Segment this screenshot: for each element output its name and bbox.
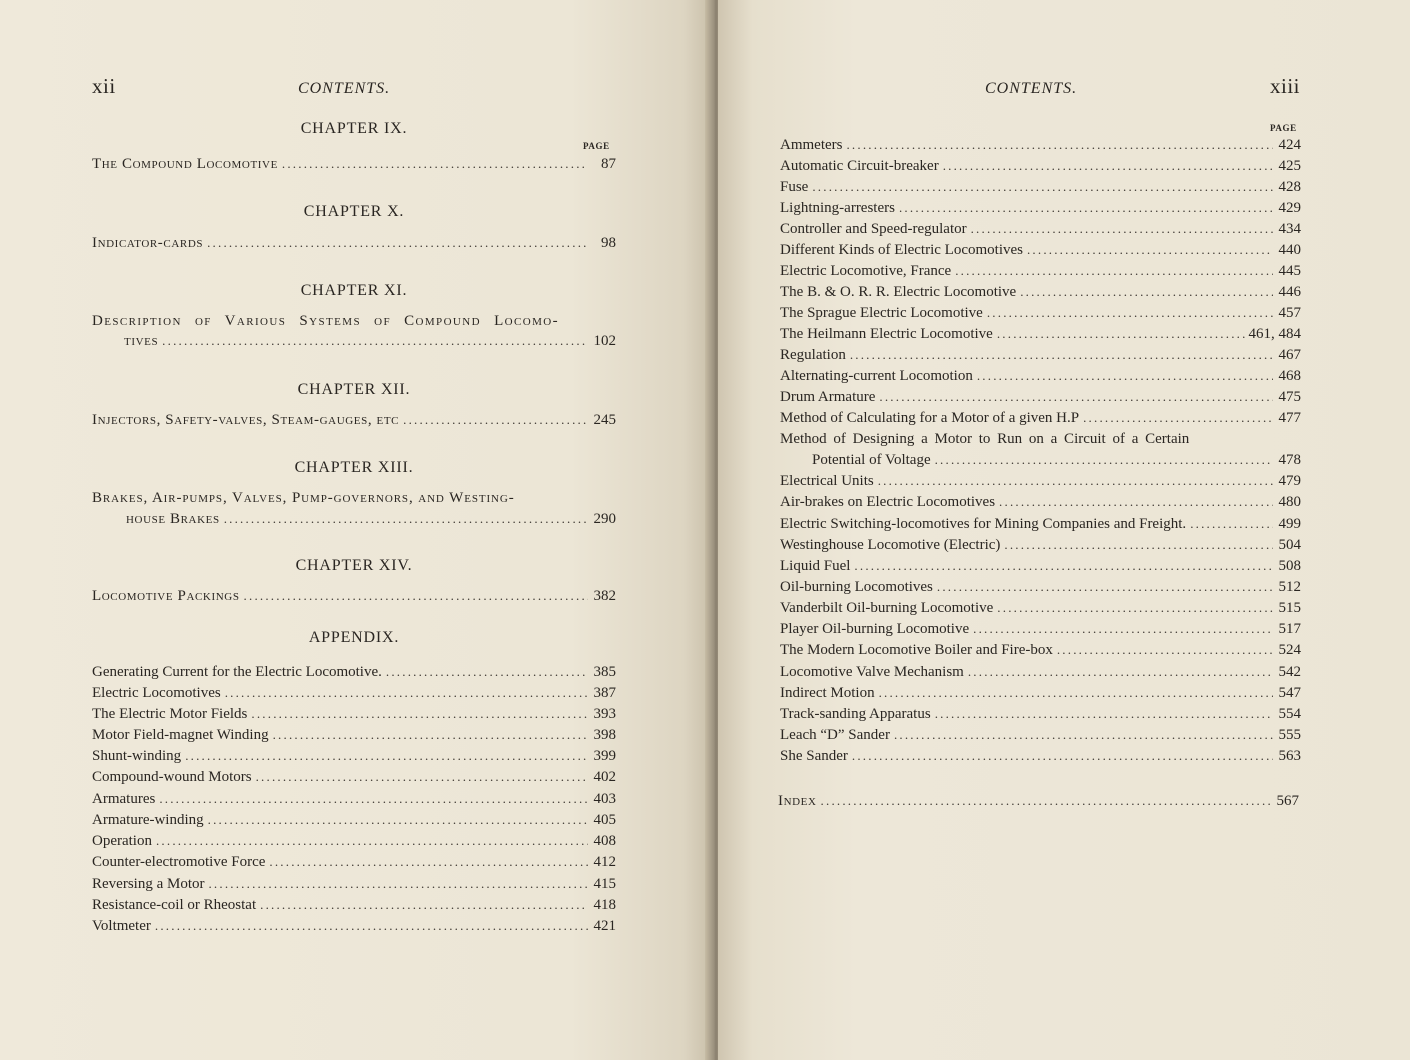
leader-dots: [968, 662, 1273, 682]
entry-page: 567: [1276, 793, 1299, 809]
entry-title: Controller and Speed-regulator: [780, 221, 967, 237]
entry-title: Lightning-arresters: [780, 200, 895, 216]
entry-page: 508: [1278, 558, 1301, 574]
leader-dots: [821, 791, 1271, 811]
toc-entry: [780, 725, 1301, 745]
appendix-heading: APPENDIX.: [308, 629, 400, 646]
toc-entry: [92, 704, 616, 724]
toc-entry: [780, 303, 1301, 323]
entry-page: 403: [593, 791, 616, 807]
entry-title: The Heilmann Electric Locomotive: [780, 326, 993, 342]
entry-title: Reversing a Motor: [92, 876, 205, 892]
leader-dots: [977, 366, 1273, 386]
leader-dots: [935, 450, 1273, 470]
entry-page: 445: [1278, 263, 1301, 279]
toc-entry: [780, 683, 1301, 703]
entry-page: 393: [593, 706, 616, 722]
entry-page: 412: [593, 854, 616, 870]
leader-dots: [273, 725, 588, 745]
page-column-label: PAGE: [583, 141, 610, 151]
toc-entry: [780, 156, 1301, 176]
toc-entry: [780, 408, 1301, 428]
entry-page: 408: [593, 833, 616, 849]
leader-dots: [1004, 535, 1273, 555]
entry-title-line2: house Brakes: [126, 511, 220, 527]
leader-dots: [225, 683, 588, 703]
entry-title: Electric Locomotives: [92, 685, 221, 701]
entry-page: 421: [593, 918, 616, 934]
leader-dots: [159, 789, 588, 809]
entry-title: Player Oil-burning Locomotive: [780, 621, 970, 637]
entry-page: 467: [1278, 347, 1301, 363]
leader-dots: [1027, 240, 1273, 260]
leader-dots: [260, 895, 588, 915]
chapter-heading: CHAPTER IX.: [300, 120, 408, 137]
entry-page: 446: [1278, 284, 1301, 300]
toc-entry: [780, 492, 1301, 512]
entry-title: Ammeters: [780, 137, 843, 153]
leader-dots: [971, 219, 1273, 239]
entry-title: Electric Switching-locomotives for Mining Companies and Freight.: [780, 516, 1187, 532]
entry-title: Index: [778, 793, 817, 809]
entry-page: 524: [1278, 642, 1301, 658]
toc-entry: [780, 282, 1301, 302]
toc-entry: [780, 619, 1301, 639]
entry-page: 87: [601, 156, 616, 172]
entry-title: Locomotive Packings: [92, 588, 240, 604]
right-folio: xiii: [1270, 74, 1301, 98]
toc-entry: [780, 746, 1301, 766]
entry-page: 499: [1278, 516, 1301, 532]
entry-title: Leach “D” Sander: [780, 727, 890, 743]
toc-entry: [780, 640, 1301, 660]
leader-dots: [935, 704, 1273, 724]
leader-dots: [987, 303, 1273, 323]
leader-dots: [208, 810, 588, 830]
toc-entry: [780, 598, 1301, 618]
entry-title: Liquid Fuel: [780, 558, 851, 574]
leader-dots: [973, 619, 1273, 639]
entry-title: Automatic Circuit-breaker: [780, 158, 939, 174]
leader-dots: [156, 831, 588, 851]
leader-dots: [282, 154, 588, 174]
entry-title: Indicator-cards: [92, 235, 204, 251]
entry-title: Counter-electromotive Force: [92, 854, 266, 870]
entry-page: 290: [593, 511, 616, 527]
toc-entry: [92, 789, 616, 809]
toc-entry: [92, 683, 616, 703]
entry-page: 398: [593, 727, 616, 743]
entry-title: Armatures: [92, 791, 156, 807]
leader-dots: [1057, 640, 1273, 660]
entry-page: 517: [1278, 621, 1301, 637]
entry-title: Alternating-current Locomotion: [780, 368, 973, 384]
entry-page: 475: [1278, 389, 1301, 405]
leader-dots: [854, 556, 1273, 576]
entry-title-line1: Brakes, Air-pumps, Valves, Pump-governors, and Westing-: [92, 490, 515, 506]
toc-entry: [92, 810, 616, 830]
entry-title: The Electric Motor Fields: [92, 706, 248, 722]
toc-entry: [92, 895, 616, 915]
leader-dots: [850, 345, 1273, 365]
entry-title-line1: Method of Designing a Motor to Run on a Circuit of a Certain: [780, 431, 1190, 447]
leader-dots: [1020, 282, 1273, 302]
leader-dots: [208, 874, 588, 894]
left-folio: xii: [92, 74, 116, 98]
toc-entry: [780, 345, 1301, 365]
leader-dots: [269, 852, 588, 872]
leader-dots: [937, 577, 1273, 597]
entry-page: 405: [593, 812, 616, 828]
leader-dots: [997, 324, 1245, 344]
toc-entry: [124, 331, 616, 351]
entry-title: Westinghouse Locomotive (Electric): [780, 537, 1001, 553]
leader-dots: [899, 198, 1273, 218]
entry-title: Regulation: [780, 347, 846, 363]
leader-dots: [386, 662, 588, 682]
leader-dots: [207, 233, 588, 253]
entry-title: Locomotive Valve Mechanism: [780, 664, 964, 680]
entry-title: Generating Current for the Electric Locomotive.: [92, 664, 382, 680]
entry-page: 424: [1278, 137, 1301, 153]
chapter-heading: CHAPTER XII.: [297, 381, 411, 398]
leader-dots: [997, 598, 1273, 618]
entry-page: 457: [1278, 305, 1301, 321]
toc-entry: [812, 450, 1301, 470]
entry-page: 385: [593, 664, 616, 680]
entry-page: 402: [593, 769, 616, 785]
entry-title: The Compound Locomotive: [92, 156, 278, 172]
entry-page: 477: [1278, 410, 1301, 426]
leader-dots: [878, 471, 1273, 491]
leader-dots: [256, 767, 588, 787]
toc-entry: [780, 261, 1301, 281]
toc-entry: [780, 471, 1301, 491]
entry-title-line1: Description of Various Systems of Compound Locomo-: [92, 313, 559, 329]
entry-page: 434: [1278, 221, 1301, 237]
entry-page: 512: [1278, 579, 1301, 595]
chapter-heading: CHAPTER XIII.: [294, 459, 414, 476]
toc-entry: [92, 746, 616, 766]
leader-dots: [155, 916, 588, 936]
entry-page: 102: [593, 333, 616, 349]
entry-page: 429: [1278, 200, 1301, 216]
leader-dots: [879, 683, 1273, 703]
entry-title: Voltmeter: [92, 918, 151, 934]
right-running-head: CONTENTS.: [985, 80, 1078, 97]
toc-entry: [780, 219, 1301, 239]
leader-dots: [1083, 408, 1273, 428]
entry-page: 425: [1278, 158, 1301, 174]
entry-page: 478: [1278, 452, 1301, 468]
leader-dots: [162, 331, 588, 351]
toc-entry: [92, 767, 616, 787]
toc-entry: [92, 852, 616, 872]
entry-title: She Sander: [780, 748, 848, 764]
toc-entry: [780, 577, 1301, 597]
leader-dots: [879, 387, 1273, 407]
entry-title: Track-sanding Apparatus: [780, 706, 931, 722]
entry-page: 480: [1278, 494, 1301, 510]
entry-page: 563: [1278, 748, 1301, 764]
entry-page: 245: [593, 412, 616, 428]
entry-page: 504: [1278, 537, 1301, 553]
chapter-heading: CHAPTER XIV.: [295, 557, 413, 574]
toc-entry: [92, 725, 616, 745]
entry-title: Air-brakes on Electric Locomotives: [780, 494, 996, 510]
entry-page: 428: [1278, 179, 1301, 195]
toc-entry: [780, 535, 1301, 555]
entry-page: 515: [1278, 600, 1301, 616]
entry-page: 382: [593, 588, 616, 604]
entry-page: 479: [1278, 473, 1301, 489]
toc-entry: [780, 366, 1301, 386]
toc-entry: [780, 240, 1301, 260]
chapter-heading: CHAPTER X.: [303, 203, 405, 220]
leader-dots: [244, 586, 588, 606]
leader-dots: [1190, 514, 1273, 534]
toc-entry: [780, 662, 1301, 682]
toc-entry: [780, 514, 1301, 534]
entry-title: Electric Locomotive, France: [780, 263, 952, 279]
leader-dots: [185, 746, 588, 766]
toc-entry: [92, 410, 616, 430]
entry-title: Oil-burning Locomotives: [780, 579, 933, 595]
leader-dots: [846, 135, 1273, 155]
leader-dots: [224, 509, 588, 529]
entry-page: 440: [1278, 242, 1301, 258]
toc-entry: [780, 387, 1301, 407]
chapter-heading: CHAPTER XI.: [300, 282, 408, 299]
toc-entry: [92, 233, 616, 253]
entry-page: 415: [593, 876, 616, 892]
toc-entry: [780, 324, 1301, 344]
entry-page: 98: [601, 235, 616, 251]
leader-dots: [894, 725, 1273, 745]
leader-dots: [955, 261, 1273, 281]
entry-page: 399: [593, 748, 616, 764]
leader-dots: [251, 704, 588, 724]
entry-title: Different Kinds of Electric Locomotives: [780, 242, 1023, 258]
entry-page: 387: [593, 685, 616, 701]
leader-dots: [943, 156, 1273, 176]
entry-title: Operation: [92, 833, 152, 849]
toc-entry: [780, 704, 1301, 724]
toc-entry: [780, 556, 1301, 576]
toc-entry: [92, 874, 616, 894]
entry-page: 542: [1278, 664, 1301, 680]
page-column-label: PAGE: [1270, 123, 1297, 133]
toc-entry: [126, 509, 616, 529]
toc-entry: [780, 198, 1301, 218]
toc-entry: [92, 831, 616, 851]
toc-entry: [92, 916, 616, 936]
entry-title: Armature-winding: [92, 812, 204, 828]
leader-dots: [852, 746, 1273, 766]
entry-page: 418: [593, 897, 616, 913]
toc-entry: [92, 662, 616, 682]
entry-title: The B. & O. R. R. Electric Locomotive: [780, 284, 1017, 300]
entry-page: 554: [1278, 706, 1301, 722]
toc-entry: [92, 154, 616, 174]
entry-title: Motor Field-magnet Winding: [92, 727, 269, 743]
toc-entry: [780, 135, 1301, 155]
leader-dots: [812, 177, 1273, 197]
entry-title: Drum Armature: [780, 389, 876, 405]
leader-dots: [999, 492, 1273, 512]
leader-dots: [403, 410, 588, 430]
entry-page: 468: [1278, 368, 1301, 384]
toc-entry-index: [778, 791, 1299, 811]
entry-title: Indirect Motion: [780, 685, 875, 701]
toc-entry: [92, 586, 616, 606]
entry-title-line2: Potential of Voltage: [812, 452, 931, 468]
entry-page: 461, 484: [1248, 326, 1301, 342]
toc-entry: [780, 177, 1301, 197]
entry-title: The Sprague Electric Locomotive: [780, 305, 983, 321]
entry-title: Vanderbilt Oil-burning Locomotive: [780, 600, 994, 616]
left-running-head: CONTENTS.: [298, 80, 391, 97]
entry-title-line2: tives: [124, 333, 159, 349]
entry-title: Compound-wound Motors: [92, 769, 252, 785]
entry-page: 547: [1278, 685, 1301, 701]
entry-title: Method of Calculating for a Motor of a given H.P: [780, 410, 1080, 426]
entry-title: Shunt-winding: [92, 748, 182, 764]
entry-title: Electrical Units: [780, 473, 874, 489]
entry-title: Fuse: [780, 179, 809, 195]
entry-title: Injectors, Safety-valves, Steam-gauges, etc: [92, 412, 400, 428]
entry-title: Resistance-coil or Rheostat: [92, 897, 257, 913]
entry-title: The Modern Locomotive Boiler and Fire-box: [780, 642, 1053, 658]
entry-page: 555: [1278, 727, 1301, 743]
